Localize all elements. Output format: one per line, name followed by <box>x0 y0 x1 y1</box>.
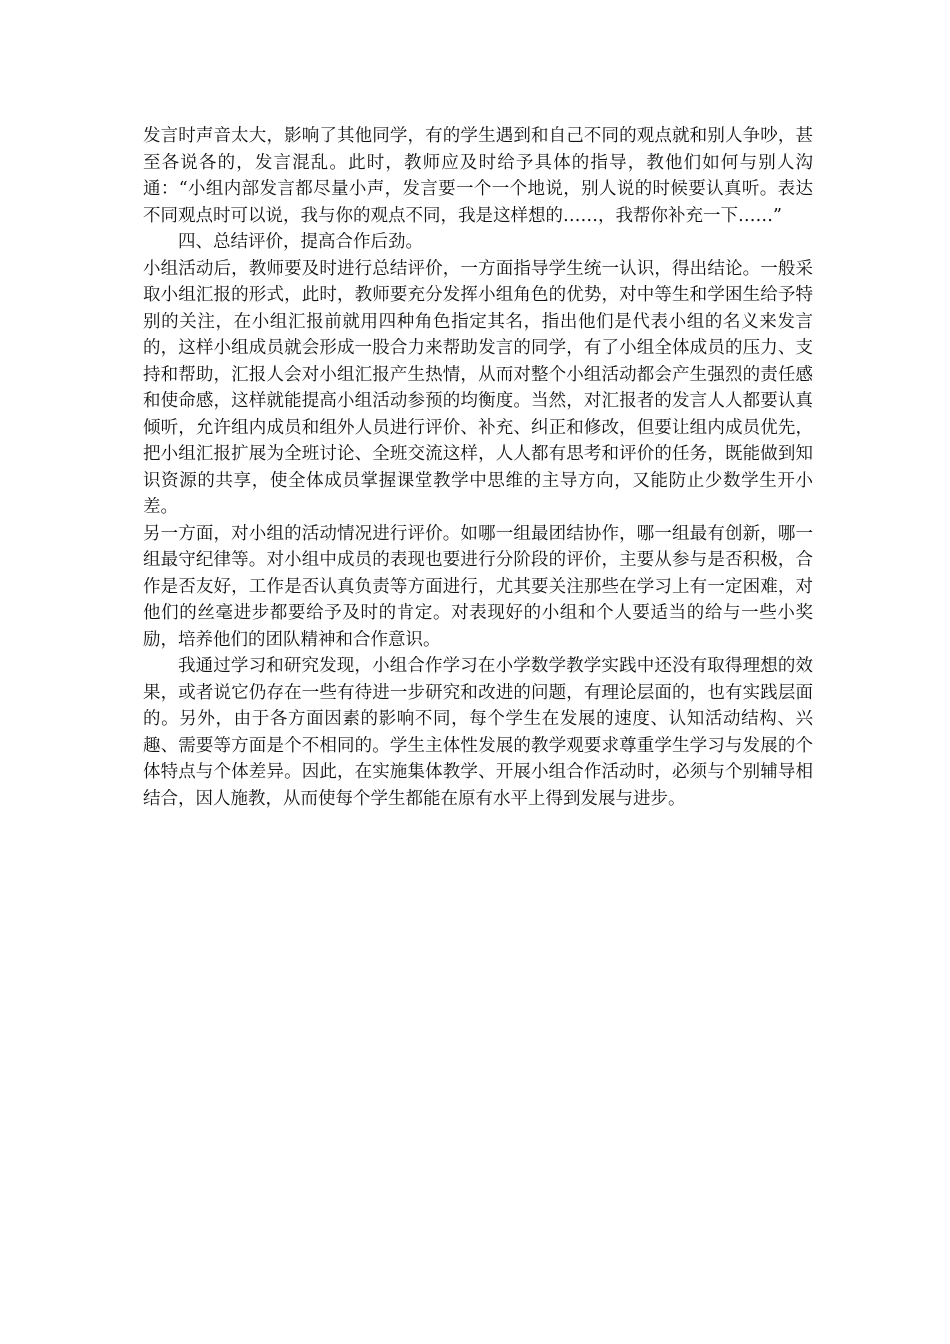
paragraph-communication-guidance: 发言时声音太大，影响了其他同学，有的学生遇到和自己不同的观点就和别人争吵，甚至各说各的，发言混乱。此时，教师应及时给予具体的指导，教他们如何与别人沟通：“小组内部发言都尽量小声，发言要一个一个地说，别人说的时候要认真听。表达不同观点时可以说，我与你的观点不同，我是这样想的……，我帮你补充一下……” <box>143 126 813 226</box>
paragraph-group-evaluation: 另一方面，对小组的活动情况进行评价。如哪一组最团结协作，哪一组最有创新，哪一组最守纪律等。对小组中成员的表现也要进行分阶段的评价，主要从参与是否积极，合作是否友好，工作是否认真负责等方面进行，尤其要关注那些在学习上有一定困难，对他们的丝毫进步都要给予及时的肯定。对表现好的小组和个人要适当的给与一些小奖励，培养他们的团队精神和合作意识。 <box>143 523 813 650</box>
document-body <box>143 123 813 812</box>
section-heading-summary-evaluation: 四、总结评价，提高合作后劲。 <box>178 232 423 252</box>
paragraph-group-report: 小组活动后，教师要及时进行总结评价，一方面指导学生统一认识，得出结论。一般采取小组汇报的形式，此时，教师要充分发挥小组角色的优势，对中等生和学困生给予特别的关注，在小组汇报前就用四种角色指定其名，指出他们是代表小组的名义来发言的，这样小组成员就会形成一股合力来帮助发言的同学，有了小组全体成员的压力、支持和帮助，汇报人会对小组汇报产生热情，从而对整个小组活动都会产生强烈的责任感和使命感，这样就能提高小组活动参预的均衡度。当然，对汇报者的发言人人都要认真倾听，允许组内成员和组外人员进行评价、补充、纠正和修改，但要让组内成员优先，把小组汇报扩展为全班讨论、全班交流这样，人人都有思考和评价的任务，既能做到知识资源的共享，使全体成员掌握课堂教学中思维的主导方向，又能防止少数学生开小差。 <box>143 258 813 517</box>
paragraph-conclusion: 我通过学习和研究发现，小组合作学习在小学数学教学实践中还没有取得理想的效果，或者说它仍存在一些有待进一步研究和改进的问题，有理论层面的，也有实践层面的。另外，由于各方面因素的影响不同，每个学生在发展的速度、认知活动结构、兴趣、需要等方面是个不相同的。学生主体性发展的教学观要求尊重学生学习与发展的个体特点与个体差异。因此，在实施集体教学、开展小组合作活动时，必须与个别辅导相结合，因人施教，从而使每个学生都能在原有水平上得到发展与进步。 <box>143 656 813 809</box>
